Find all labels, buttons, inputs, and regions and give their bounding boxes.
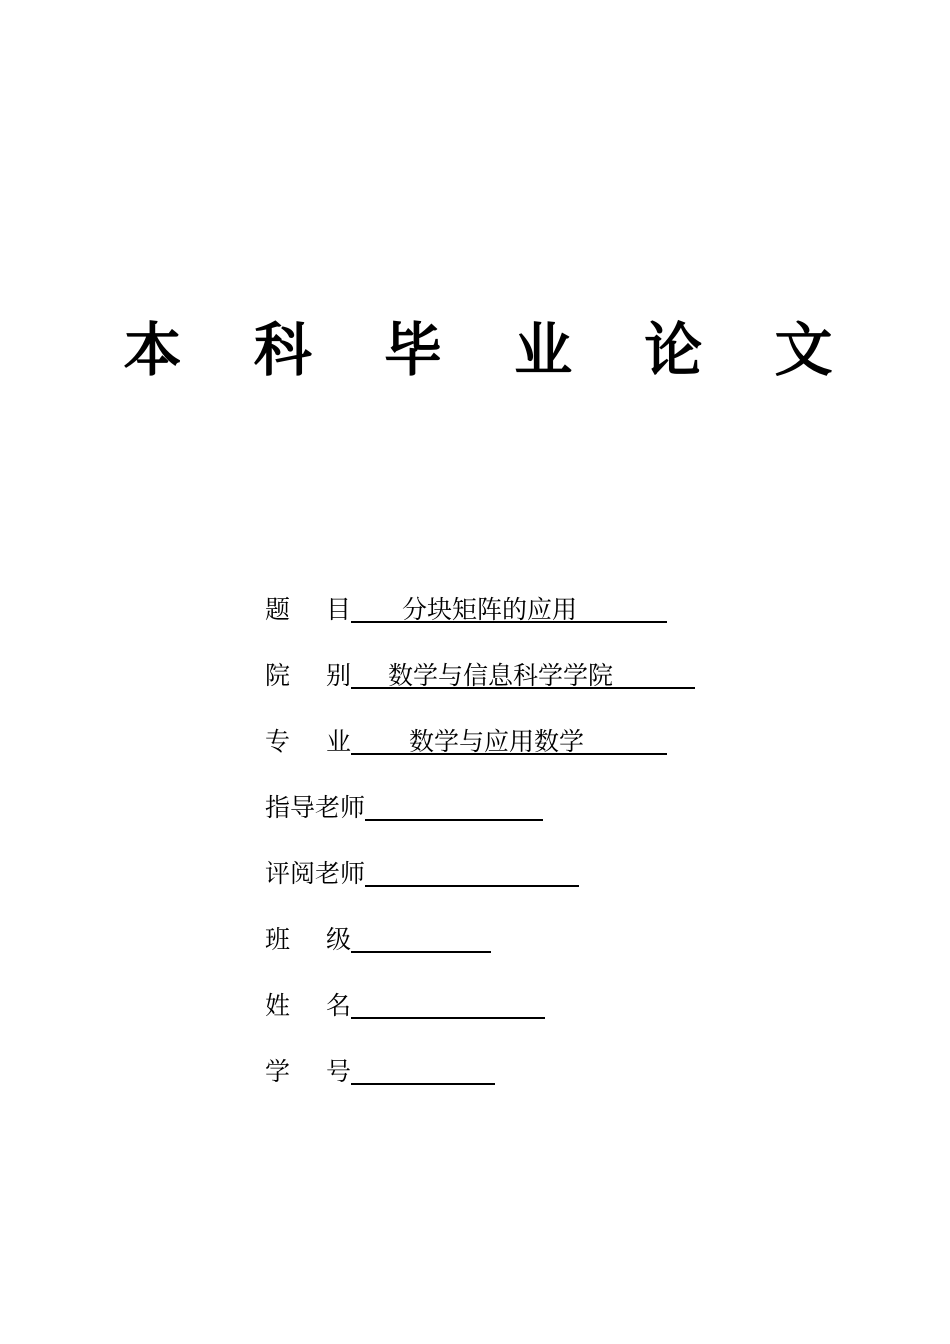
major-label-char-2: 业: [325, 727, 351, 756]
topic-label-char-1: 题: [265, 595, 291, 624]
department-label-char-1: 院: [265, 661, 291, 690]
topic-label-char-2: 目: [325, 595, 351, 624]
major-label-char-1: 专: [265, 727, 291, 756]
cover-info-form: [265, 588, 865, 1116]
student-id-row: [265, 1050, 865, 1116]
major-value-line: [351, 720, 667, 755]
topic-label: [265, 588, 351, 632]
student-id-label-char-2: 号: [325, 1057, 351, 1086]
advisor-row: [265, 786, 865, 852]
name-label-char-1: 姓: [265, 991, 291, 1020]
department-value-line: [351, 654, 695, 689]
major-label: [265, 720, 351, 764]
class-label-char-1: 班: [265, 925, 291, 954]
topic-value-line: [351, 588, 667, 623]
class-row: [265, 918, 865, 984]
class-label: [265, 918, 351, 962]
reviewer-value-line: [365, 852, 579, 887]
class-value-line: [351, 918, 491, 953]
student-id-value-line: [351, 1050, 495, 1085]
name-label-char-2: 名: [325, 991, 351, 1020]
advisor-label: 指导老师: [265, 793, 366, 822]
name-row: [265, 984, 865, 1050]
major-row: [265, 720, 865, 786]
page-title: 本 科 毕 业 论 文: [123, 316, 859, 384]
department-label-char-2: 别: [325, 661, 351, 690]
department-label: [265, 654, 351, 698]
major-value: 数学与应用数学: [409, 727, 585, 756]
topic-value: 分块矩阵的应用: [402, 595, 578, 624]
department-value: 数学与信息科学学院: [388, 661, 614, 690]
topic-row: [265, 588, 865, 654]
name-label: [265, 984, 351, 1028]
name-value-line: [351, 984, 545, 1019]
student-id-label-char-1: 学: [265, 1057, 291, 1086]
student-id-label: [265, 1050, 351, 1094]
reviewer-label: 评阅老师: [265, 859, 366, 888]
class-label-char-2: 级: [325, 925, 351, 954]
advisor-value-line: [365, 786, 543, 821]
department-row: [265, 654, 865, 720]
reviewer-row: [265, 852, 865, 918]
